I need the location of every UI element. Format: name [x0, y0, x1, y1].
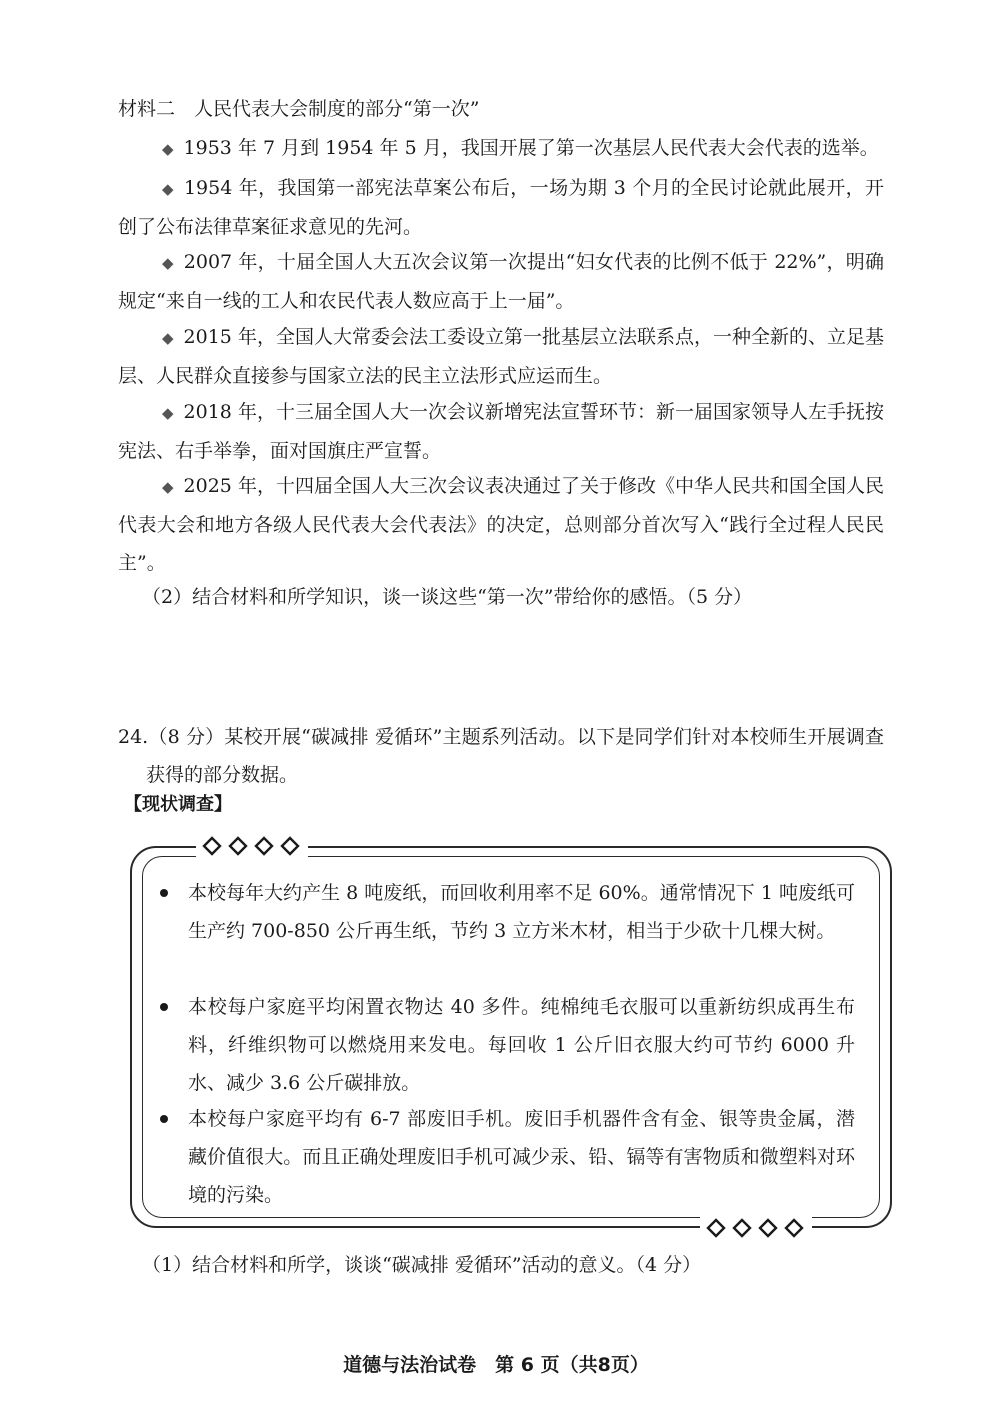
material2-item-2: ◆ 1954 年，我国第一部宪法草案公布后，一场为期 3 个月的全民讨论就此展开，开创了公布法律草案征求意见的先河。 — [118, 177, 884, 238]
bullet-dot-icon — [160, 1003, 168, 1011]
material2-question: （2）结合材料和所学知识，谈一谈这些“第一次”带给你的感悟。（5 分） — [142, 586, 753, 608]
survey-item-phones: 本校每户家庭平均有 6-7 部废旧手机。废旧手机器件含有金、银等贵金属，潜藏价值很大。而且正确处理废旧手机可减少汞、铅、镉等有害物质和微塑料对环境的污染。 — [160, 1100, 855, 1214]
material2-title: 材料二 人民代表大会制度的部分“第一次” — [118, 98, 480, 120]
material2-item-5: ◆ 2018 年，十三届全国人大一次会议新增宪法宣誓环节：新一届国家领导人左手抚按宪法、右手举拳，面对国旗庄严宣誓。 — [118, 401, 884, 462]
diamond-bullet-icon: ◆ — [162, 329, 174, 347]
diamond-bullet-icon: ◆ — [162, 254, 174, 272]
material2-item-1: ◆ 1953 年 7 月到 1954 年 5 月，我国开展了第一次基层人民代表大会代表的选举。 — [162, 137, 879, 159]
section-label: 【现状调查】 — [124, 794, 232, 815]
diamond-bullet-icon: ◆ — [162, 404, 174, 422]
material2-item-3: ◆ 2007 年，十届全国人大五次会议第一次提出“妇女代表的比例不低于 22%”，明确规定“来自一线的工人和农民代表人数应高于上一届”。 — [118, 251, 885, 312]
diamond-bullet-icon: ◆ — [162, 180, 174, 198]
diamond-decoration-icon — [196, 835, 308, 857]
diamond-decoration-icon — [700, 1217, 812, 1239]
page-footer: 道德与法治试卷 第 6 页（共8页） — [343, 1354, 649, 1376]
q24-question-1: （1）结合材料和所学，谈谈“碳减排 爱循环”活动的意义。（4 分） — [142, 1254, 702, 1276]
material2-item-6: ◆ 2025 年，十四届全国人大三次会议表决通过了关于修改《中华人民共和国全国人民代表大会和地方各级人民代表大会代表法》的决定，总则部分首次写入“践行全过程人民民主”。 — [118, 475, 884, 574]
diamond-bullet-icon: ◆ — [162, 478, 174, 496]
survey-item-clothes: 本校每户家庭平均闲置衣物达 40 多件。纯棉纯毛衣服可以重新纺织成再生布料，纤维织物可以燃烧用来发电。每回收 1 公斤旧衣服大约可节约 6000 升水、减少 3.6 公斤碳排放。 — [160, 988, 855, 1102]
diamond-bullet-icon: ◆ — [162, 140, 174, 158]
material2-item-4: ◆ 2015 年，全国人大常委会法工委设立第一批基层立法联系点，一种全新的、立足基层、人民群众直接参与国家立法的民主立法形式应运而生。 — [118, 326, 884, 387]
bullet-dot-icon — [160, 1115, 168, 1123]
survey-item-paper: 本校每年大约产生 8 吨废纸，而回收利用率不足 60%。通常情况下 1 吨废纸可生产约 700-850 公斤再生纸，节约 3 立方米木材，相当于少砍十几棵大树。 — [160, 874, 855, 950]
bullet-dot-icon — [160, 889, 168, 897]
q24-intro: 24.（8 分）某校开展“碳减排 爱循环”主题系列活动。以下是同学们针对本校师生开展调查获得的部分数据。 — [118, 726, 884, 786]
